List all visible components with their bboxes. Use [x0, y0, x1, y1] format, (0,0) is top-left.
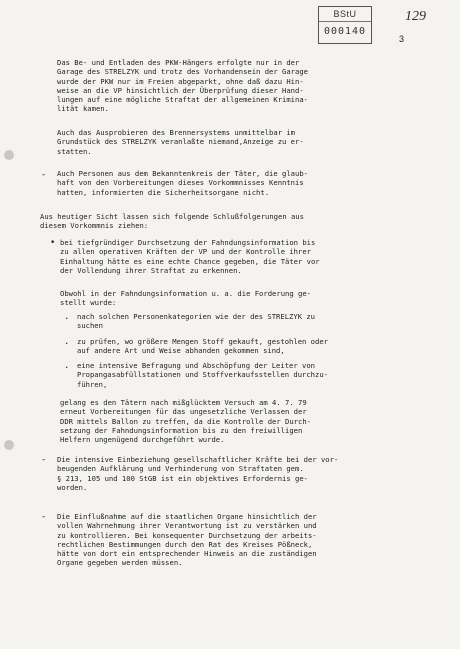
stamp-number: 000140 — [323, 26, 367, 37]
list-dash-marker: - — [42, 170, 46, 180]
sublist-dot-marker: . — [64, 337, 70, 347]
paragraph-burner-test: Auch das Ausprobieren des Brennersystems unmittelbar im Grundstück des STRELZYK veranlaßte niemand,Anzeige zu er- statten. — [57, 128, 304, 156]
list-dash-marker: - — [42, 455, 46, 465]
sublist-dot-marker: . — [64, 312, 70, 322]
paragraph-state-organs: Die Einflußnahme auf die staatlichen Organe hinsichtlich der vollen Wahrnehmung ihrer Verantwortung ist zu verstärken und zu kontrollieren. Bei konsequenter Durchsetzung der arbeits- rechtlichen Bestimmungen durch den Rat des Kreises Pößneck, hätte von dort ein entsprechender Hinweis an die zuständigen Organe gegeben werden müssen. — [57, 512, 317, 568]
punch-hole-mark — [4, 150, 14, 160]
subitem-fabric-check: zu prüfen, wo größere Mengen Stoff gekauft, gestohlen oder auf andere Art und Weise abhanden gekommen sind, — [77, 337, 328, 356]
paragraph-second-attempt: gelang es den Tätern nach mißglücktem Versuch am 4. 7. 79 erneut Vorbereitungen für das ungesetzliche Verlassen der DDR mittels Ballon zu treffen, da die Kontrolle der Durch- setzung der Fahndungsinformation bis zu den freiwilligen Helfern ungenügend durchgeführt wurde. — [60, 398, 311, 445]
page-number: 3 — [399, 34, 405, 44]
subitem-person-categories: nach solchen Personenkategorien wie der des STRELZYK zu suchen — [77, 312, 315, 331]
archive-stamp — [318, 6, 372, 44]
paragraph-conclusions-intro: Aus heutiger Sicht lassen sich folgende Schlußfolgerungen aus diesem Vorkommnis ziehen: — [40, 212, 304, 231]
subitem-propane-questioning: eine intensive Befragung und Abschöpfung der Leiter von Propangasabfüllstationen und Stoffverkaufsstellen durchzu- führen, — [77, 361, 328, 389]
stamp-label: BStU — [319, 7, 371, 22]
list-dash-marker: - — [42, 512, 46, 522]
handwritten-folio-number: 129 — [405, 9, 426, 24]
list-bullet-marker: • — [50, 238, 56, 248]
paragraph-wanted-info: bei tiefgründiger Durchsetzung der Fahndungsinformation bis zu allen operativen Kräften der VP und der Kontrolle ihrer Einhaltung hätte es eine echte Chance gegeben, die Täter vor der Vollendung ihrer Straftat zu erkennen. — [60, 238, 320, 275]
punch-hole-mark — [4, 440, 14, 450]
sublist-dot-marker: . — [64, 361, 70, 371]
paragraph-garage: Das Be- und Entladen des PKW-Hängers erfolgte nur in der Garage des STRELZYK und trotz des Vorhandensein der Garage wurde der PKW nur im Freien abgeparkt, ohne daß dazu Hin- weise an die VP hinsichtlich der Überprüfung dieser Hand- lungen auf eine mögliche Straftat der allgemeinen Krimina- lität kamen. — [57, 58, 308, 114]
paragraph-although: Obwohl in der Fahndungsinformation u. a. die Forderung ge- stellt wurde: — [60, 289, 311, 308]
paragraph-acquaintances: Auch Personen aus dem Bekanntenkreis der Täter, die glaub- haft von den Vorbereitungen dieses Vorkommnisses Kenntnis hatten, informierten die Sicherheitsorgane nicht. — [57, 169, 308, 197]
paragraph-social-forces: Die intensive Einbeziehung gesellschaftlicher Kräfte bei der vor- beugenden Aufklärung und Verhinderung von Straftaten gem. § 213, 105 und 100 StGB ist ein objektives Erfordernis ge- worden. — [57, 455, 339, 492]
